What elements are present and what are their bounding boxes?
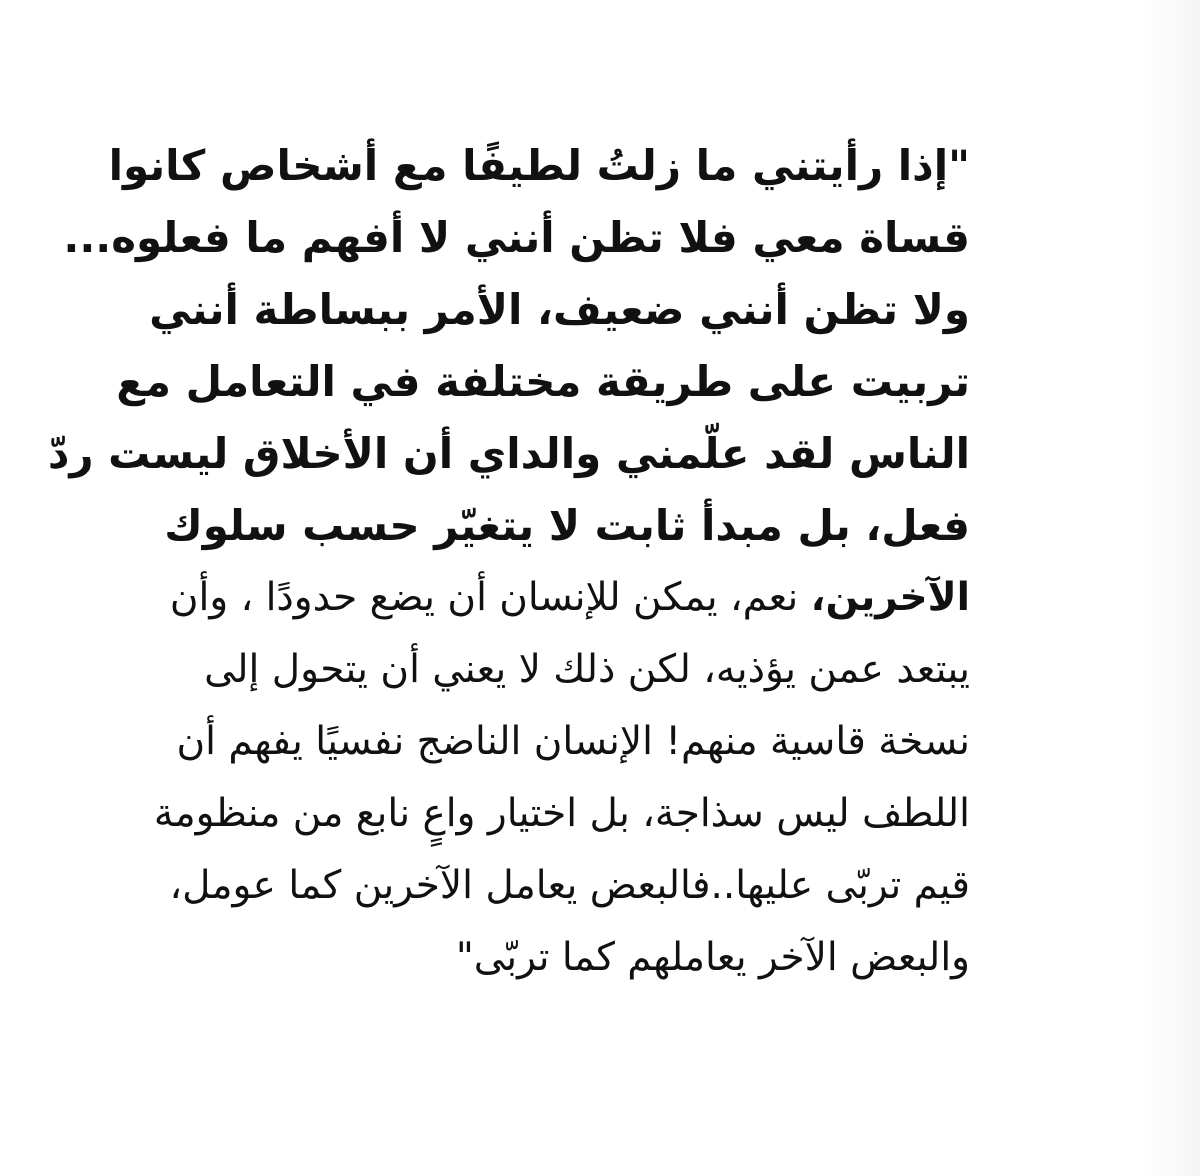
- quote-line-3: ولا تظن أنني ضعيف، الأمر ببساطة أنني: [149, 285, 970, 334]
- quote-line-7: [169, 562, 970, 634]
- quote-line-11: قيم تربّى عليها..فالبعض يعامل الآخرين كما عومل،: [169, 863, 970, 908]
- quote-line-5: الناس لقد علّمني والداي أن الأخلاق ليست ردّ: [47, 429, 970, 478]
- quote-line-9: نسخة قاسية منهم! الإنسان الناضج نفسيًا يفهم أن: [176, 719, 970, 764]
- quote-line-6: فعل، بل مبدأ ثابت لا يتغيّر حسب سلوك: [164, 501, 970, 550]
- quote-line-7-rest: نعم، يمكن للإنسان أن يضع حدودًا ، وأن: [169, 575, 811, 620]
- quote-line-10: اللطف ليس سذاجة، بل اختيار واعٍ نابع من منظومة: [153, 791, 970, 836]
- quote-text-block: [47, 130, 970, 994]
- quote-line-2: قساة معي فلا تظن أنني لا أفهم ما فعلوه...: [63, 213, 970, 262]
- edge-shadow: [1140, 0, 1200, 1176]
- quote-line-4: تربيت على طريقة مختلفة في التعامل مع: [116, 357, 970, 406]
- quote-line-7-bold: الآخرين،: [810, 575, 970, 620]
- quote-line-8: يبتعد عمن يؤذيه، لكن ذلك لا يعني أن يتحول إلى: [204, 647, 970, 692]
- quote-line-1: "إذا رأيتني ما زلتُ لطيفًا مع أشخاص كانوا: [108, 141, 970, 190]
- quote-line-12: والبعض الآخر يعاملهم كما تربّى": [455, 935, 970, 980]
